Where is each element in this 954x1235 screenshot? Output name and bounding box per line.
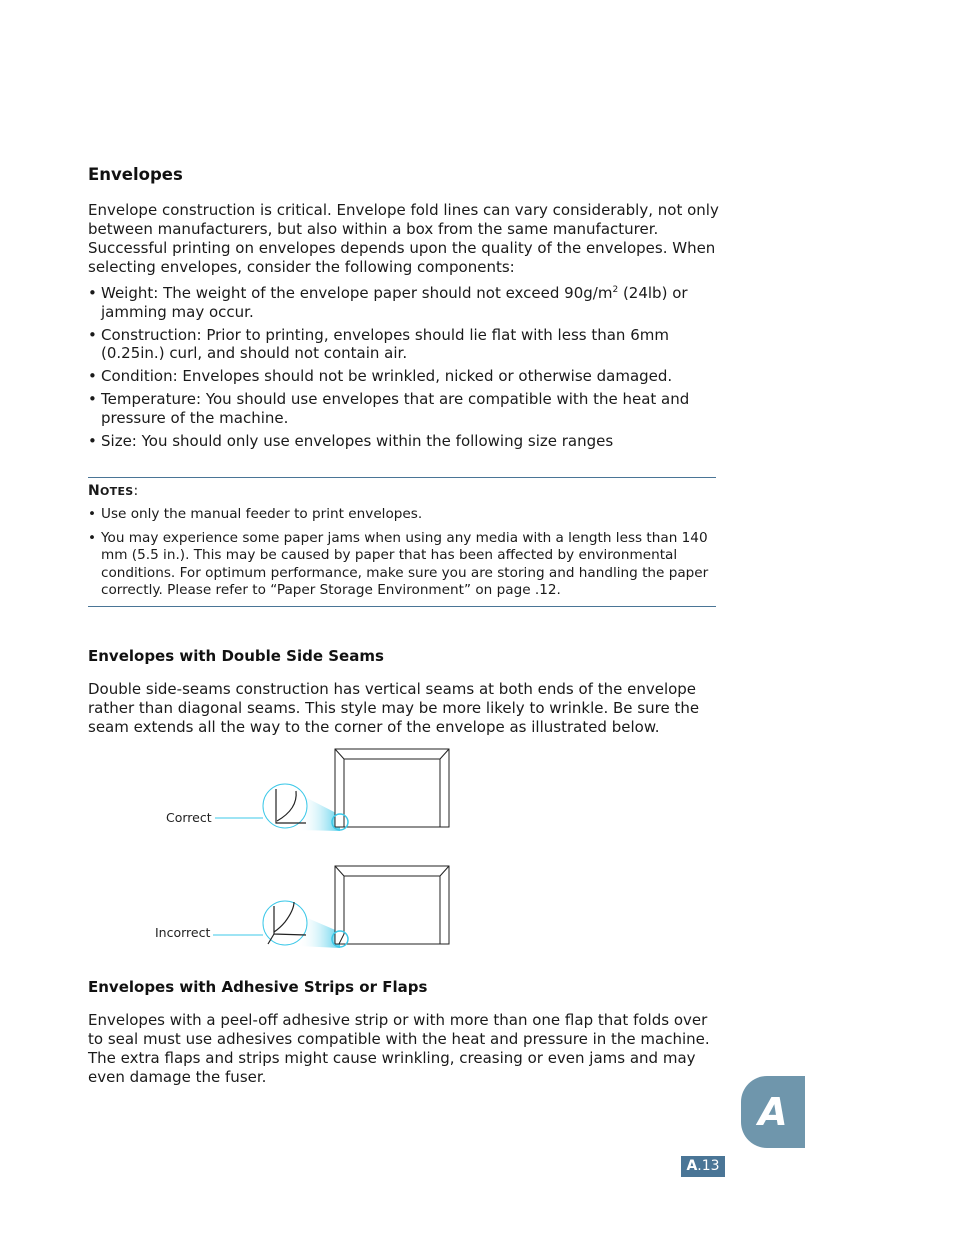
correct-envelope-illustration: [210, 745, 460, 840]
notes-list: [88, 506, 718, 606]
list-item-size: • Size: You should only use envelopes within the following size ranges: [88, 432, 718, 451]
list-item-weight: • Weight: The weight of the envelope paper should not exceed $90g/m^2$ (24lb) or jamming may occur.: [88, 284, 718, 321]
chapter-tab: A: [741, 1076, 805, 1148]
section-heading-double-side-seams: Envelopes with Double Side Seams: [88, 647, 384, 665]
envelope-outline: [335, 866, 449, 944]
magnifier-circle: [263, 901, 307, 945]
envelope-outline: [335, 749, 449, 827]
notes-title: NOTES:: [88, 483, 139, 499]
notes-top-divider: [88, 477, 716, 478]
envelope-component-list: [88, 284, 718, 455]
section-heading-adhesive-strips: Envelopes with Adhesive Strips or Flaps: [88, 978, 428, 996]
list-item-temperature: • Temperature: You should use envelopes that are compatible with the heat and pressure of the machine.: [88, 390, 718, 427]
magnifier-circle: [263, 784, 307, 828]
section-heading-envelopes: Envelopes: [88, 165, 183, 184]
note-item: • Use only the manual feeder to print envelopes.: [88, 506, 718, 524]
envelopes-intro: Envelope construction is critical. Envelope fold lines can vary considerably, not only between manufacturers, but also within a box from the same manufacturer. Successful printing on envelopes depends upon the quality of the envelopes. When selecting envelopes, consider the following components:: [88, 201, 719, 276]
page-number: A.13: [681, 1156, 725, 1177]
incorrect-envelope-illustration: [210, 862, 460, 957]
incorrect-label: Incorrect: [155, 925, 211, 940]
notes-bottom-divider: [88, 606, 716, 607]
list-item-condition: • Condition: Envelopes should not be wrinkled, nicked or otherwise damaged.: [88, 367, 718, 386]
adhesive-body: Envelopes with a peel-off adhesive strip or with more than one flap that folds over to seal must use adhesives compatible with the heat and pressure in the machine. The extra flaps and strips might cause wrinkling, creasing or even jams and may even damage the fuser.: [88, 1011, 710, 1086]
note-item: • You may experience some paper jams when using any media with a length less than 140 mm (5.5 in.). This may be caused by paper that has been affected by environmental conditions. For optimum performance, make sure you are storing and handling the paper correctly. Please refer to “Paper Storage Environment” on page .12.: [88, 530, 718, 600]
double-seams-body: Double side-seams construction has vertical seams at both ends of the envelope rather than diagonal seams. This style may be more likely to wrinkle. Be sure the seam extends all the way to the corner of the envelope as illustrated below.: [88, 680, 700, 736]
list-item-construction: • Construction: Prior to printing, envelopes should lie flat with less than 6mm (0.25in.) curl, and should not contain air.: [88, 326, 718, 363]
correct-label: Correct: [166, 810, 212, 825]
